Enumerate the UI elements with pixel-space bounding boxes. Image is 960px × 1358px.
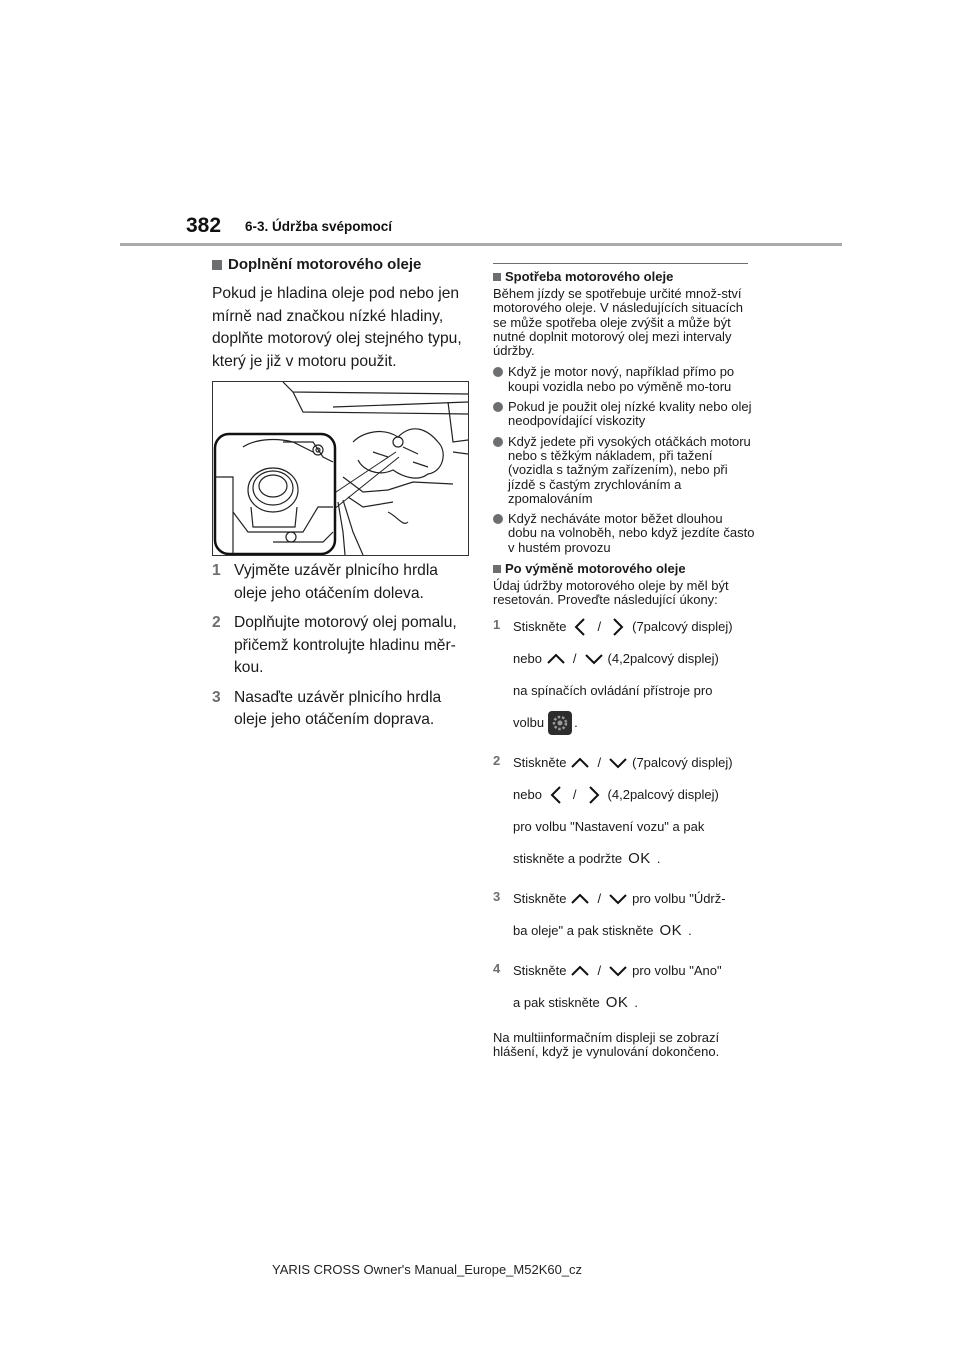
round-bullet-icon <box>493 514 503 524</box>
oil-filler-cap-illustration <box>213 382 468 555</box>
reset-step: 1 Stiskněte / (7palcový displej) nebo / (4,2palcový displej) na spínačích ovládání přístroje pro volbu . <box>493 615 755 743</box>
round-bullet-icon <box>493 367 503 377</box>
footer-manual-id: YARIS CROSS Owner's Manual_Europe_M52K60_cz <box>272 1262 583 1277</box>
ok-button-icon: OK <box>628 850 651 868</box>
gear-icon <box>548 711 572 735</box>
ok-button-icon: OK <box>659 922 683 940</box>
heading-refill: Doplnění motorového oleje <box>212 256 472 273</box>
refill-step: 1 Vyjměte uzávěr plnicího hrdla oleje jeho otáčením doleva. <box>212 562 438 602</box>
page-number: 382 <box>186 214 222 237</box>
right-column <box>493 263 755 1066</box>
header-rule <box>120 243 842 246</box>
refill-step: 3 Nasaďte uzávěr plnicího hrdla oleje jeho otáčením doprava. <box>212 688 442 728</box>
list-item: Když je motor nový, například přímo po koupi vozidla nebo po výměně mo-toru <box>493 365 755 394</box>
reset-paragraph: Údaj údržby motorového oleje by měl být resetován. Proveďte následující úkony: <box>493 578 729 608</box>
engine-illustration <box>212 381 469 556</box>
chevron-up-icon <box>570 889 590 909</box>
refill-steps <box>212 560 474 739</box>
consumption-paragraph: Během jízdy se spotřebuje určité množ-ství motorového oleje. V následujících situacích se může spotřeba oleje zvýšit a může být nutné doplnit motorový olej mezi intervaly údržby. <box>493 286 744 359</box>
chevron-down-icon <box>608 961 628 981</box>
chevron-down-icon <box>608 889 628 909</box>
chevron-up-icon <box>570 961 590 981</box>
square-bullet-icon <box>212 260 222 270</box>
closing-paragraph: Na multiinformačním displeji se zobrazí hlášení, když je vynulování dokončeno. <box>493 1029 720 1059</box>
chevron-left-icon <box>570 617 590 637</box>
heading-after-change: Po výměně motorového oleje <box>493 561 755 576</box>
chevron-up-icon <box>570 753 590 773</box>
heading-consumption: Spotřeba motorového oleje <box>493 269 755 284</box>
section-title: 6-3. Údržba svépomocí <box>245 219 393 234</box>
chevron-up-icon <box>546 649 566 669</box>
round-bullet-icon <box>493 402 503 412</box>
refill-step: 2 Doplňujte motorový olej pomalu, přičemž kontrolujte hladinu měr-kou. <box>212 614 457 676</box>
intro-paragraph: Pokud je hladina oleje pod nebo jen mírně nad značkou nízké hladiny, doplňte motorový olej stejného typu, který je již v motoru použit. <box>212 285 462 370</box>
chevron-down-icon <box>584 649 604 669</box>
reset-step: 3 Stiskněte / pro volbu "Údrž- ba oleje" a pak stiskněte OK . <box>493 888 726 940</box>
left-column <box>212 256 472 373</box>
reset-step: 4 Stiskněte / pro volbu "Ano" a pak stiskněte OK . <box>493 960 722 1012</box>
ok-button-icon: OK <box>605 994 629 1012</box>
box-top-rule <box>493 263 748 264</box>
list-item: Když jedete při vysokých otáčkách motoru nebo s těžkým nákladem, při tažení (vozidla s tažným zařízením), nebo při jízdě s častým zrychlováním a zpomalováním <box>493 435 755 506</box>
square-bullet-icon <box>493 565 501 573</box>
list-item: Pokud je použit olej nízké kvality nebo olej neodpovídající viskozity <box>493 400 755 429</box>
chevron-down-icon <box>608 753 628 773</box>
round-bullet-icon <box>493 437 503 447</box>
square-bullet-icon <box>493 273 501 281</box>
reset-step: 2 Stiskněte / (7palcový displej) nebo / (4,2palcový displej) pro volbu "Nastavení vozu" a pak stiskněte a podržte OK . <box>493 752 733 868</box>
chevron-left-icon <box>546 785 566 805</box>
chevron-right-icon <box>584 785 604 805</box>
list-item: Když necháváte motor běžet dlouhou dobu na volnoběh, nebo když jezdíte často v hustém provozu <box>493 512 755 555</box>
chevron-right-icon <box>608 617 628 637</box>
